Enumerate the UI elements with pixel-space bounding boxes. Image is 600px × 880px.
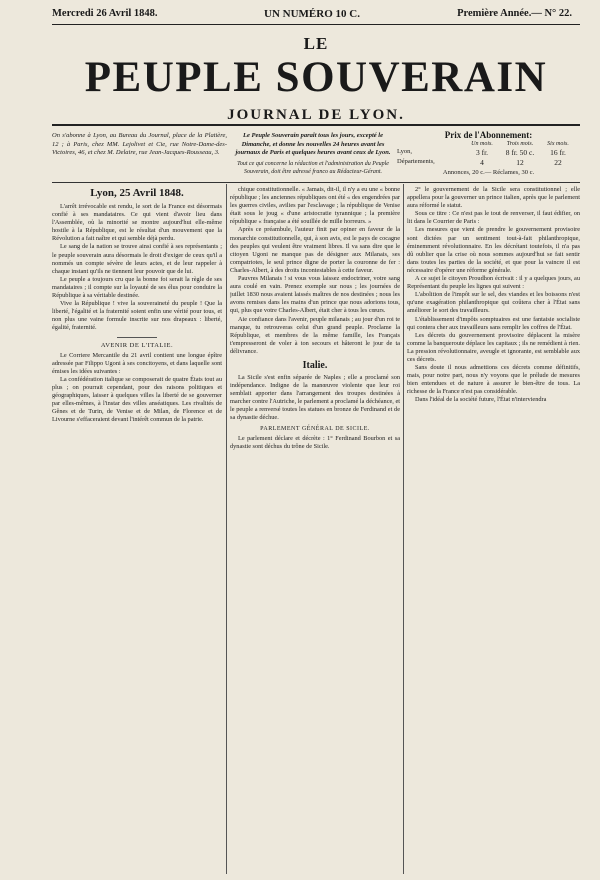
article-paragraph: Le sang de la nation se trouve ainsi confié à ses représentants ; le peuple souverain aura désormais le droit d'exiger de ceux qu'il a nommés un compte sévère de leurs actes, et de leur rappeler à chaque instant qu'ils ne tiennent leur pouvoir que de lui. — [52, 243, 222, 275]
article-paragraph: Pauvres Milanais ! si vous vous laissez endoctriner, votre sang aura coulé en vain. Prenez exemple sur nous ; les journées de juillet 1830 nous avaient laissés maîtres de nos destinées ; nous les avons remises dans les mains d'un prince que nous adorions tous, qui, plus que votre Charles-Albert, était cher à tous les cœurs. — [230, 275, 400, 315]
section-heading-parlement: PARLEMENT GÉNÉRAL DE SICILE. — [260, 425, 370, 432]
article-paragraph: La confédération italique se composerait de quatre États tout au plus ; on pourrait cependant, pour des raisons politiques et géographiques, laisser à quelques villes la liberté de se gouverner par elles-mêmes, à l'instar des villes anséatiques. Les rivalités de Gênes et de Turin, de Venise et de Milan, de Florence et de Livourne s'effaceraient devant l'intérêt commun de la patrie. — [52, 375, 222, 424]
article-paragraph: La Sicile s'est enfin séparée de Naples ; elle a proclamé son indépendance. Indigne de la manœuvre violente que leur roi semblait apporter dans l'arrangement des troupes destinées à marcher contre l'Autriche, le parlement a proclamé la déchéance, et le peuple a renversé toutes les statues en bronze de Ferdinand et de sa dynastie déchue. — [230, 373, 400, 422]
price-header: Six mois. — [547, 141, 569, 147]
advertising-rates: Annonces, 20 c.— Réclames, 30 c. — [442, 169, 535, 176]
subscription-info: On s'abonne à Lyon, au Bureau du Journal, place de la Platière, 12 ; à Paris, chez MM. Lejolivet et Cie, rue Notre-Dame-des-Victoires, 46, et chez M. Delaire, rue Jean-Jacques-Rousseau, 3. — [52, 132, 227, 156]
article-paragraph: L'arrêt irrévocable est rendu, le sort de la France est désormais confié à ses mandataires. Ce qui vient d'avoir lieu dans l'Assemblée, où la minorité se montre aujourd'hui elle-même hostile à la République, est le résultat d'un mouvement que la Révolution a fait naître et qui semble déjà perdu. — [52, 203, 222, 243]
price-row-label: Départements, — [397, 158, 435, 165]
article-paragraph: Sous ce titre : Ce n'est pas le tout de renverser, il faut édifier, on lit dans le Courrier de Paris : — [407, 210, 580, 226]
column-divider — [403, 184, 404, 874]
article-paragraph: Vive la République ! vive la souveraineté du peuple ! Que la liberté, l'égalité et la fraternité soient enfin une vérité pour tous, et non plus une vaine formule inscrite sur nos drapeaux : liberté, égalité, fraternité. — [52, 300, 222, 332]
price-header: Trois mois. — [506, 141, 534, 147]
price-header: Un mois. — [471, 141, 493, 147]
price-value: 12 — [516, 158, 524, 167]
article-paragraph: Le peuple a toujours cru que la bonne foi serait la règle de ses mandataires ; il compte sur la loyauté de ses élus pour conduire la République à sa véritable destinée. — [52, 275, 222, 300]
article-paragraph: chique constitutionnelle. « Jamais, dit-il, il n'y a eu une « bonne république ; les anciennes républiques ont été « des engendrées par les guerres civiles, avilies par l'esclavage ; la république de Venise était sous le joug « d'une aristocratie tyrannique ; la première république « française a été souillée de mille horreurs. » — [230, 186, 400, 226]
publication-notice-small: Tout ce qui concerne la rédaction et l'administration du Peuple Souverain, doit être adressé franco au Rédacteur-Gérant. — [237, 160, 389, 175]
article-paragraph: Les décrets du gouvernement provisoire déplacent la misère comme la banqueroute déplace les capitaux ; ils ne remédient à rien. La pression révolutionnaire, aveugle et ignorante, est semblable aux ces décrets. — [407, 331, 580, 363]
price-value: 22 — [554, 158, 562, 167]
issue-line — [52, 6, 572, 22]
article-paragraph: L'abolition de l'impôt sur le sel, des viandes et les boissons n'est qu'une exagération philanthropique qui coûtera cher à l'État sans améliorer le sort des travailleurs. — [407, 291, 580, 315]
price-value: 4 — [480, 158, 484, 167]
top-rule — [52, 24, 580, 25]
price-table — [397, 130, 580, 176]
column-divider — [226, 184, 227, 874]
price-row-label: Lyon, — [397, 148, 412, 155]
article-paragraph: Aie confiance dans l'avenir, peuple milanais ; au jour d'un roi te manque, tu retrouveras celui d'un grand peuple. Proclame la République, et membres de la même famille, les Français t'empresseront de voler à ton secours et hâteront le jour de ta délivrance. — [230, 315, 400, 355]
issue-price: UN NUMÉRO 10 C. — [264, 8, 360, 20]
masthead-rule — [52, 124, 580, 126]
price-value: 3 fr. — [475, 148, 489, 157]
publication-notice — [234, 132, 392, 176]
masthead-title: PEUPLE SOUVERAIN — [84, 54, 548, 101]
issue-date: Mercredi 26 Avril 1848. — [52, 8, 158, 19]
article-paragraph: Sans doute il nous admettions ces décrets comme définitifs, mais, pour notre part, nous n'y voyons que le prélude de mesures bien entendues et de nature à assurer le bien-être de tous. La richesse de la France n'est pas considérable. — [407, 364, 580, 396]
article-title-lyon: Lyon, 25 Avril 1848. — [90, 187, 184, 199]
price-title: Prix de l'Abonnement: — [444, 130, 533, 140]
article-paragraph: A ce sujet le citoyen Proudhon écrivait : il y a quelques jours, au Représentant du peuple les lignes qui suivent : — [407, 275, 580, 291]
price-header-row — [397, 141, 580, 147]
masthead — [52, 34, 580, 124]
body-rule — [52, 182, 580, 183]
column-1 — [52, 186, 222, 876]
article-paragraph: Le parlement déclare et décrète : 1° Ferdinand Bourbon et sa dynastie sont déchus du trône de Sicile. — [230, 434, 400, 450]
article-paragraph: L'établissement d'impôts somptuaires est une fantaisie socialiste qui contera cher aux travailleurs sans remplir les coffres de l'État. — [407, 315, 580, 331]
section-heading-italie: AVENIR DE L'ITALIE. — [100, 341, 174, 349]
article-title-italie: Italie. — [302, 359, 328, 371]
column-3 — [407, 186, 580, 876]
section-divider — [117, 337, 157, 338]
price-row-lyon — [397, 148, 580, 157]
price-value: 16 fr. — [550, 148, 566, 157]
price-row-departements — [397, 158, 580, 167]
article-paragraph: Après ce préambule, l'auteur finit par opiner en faveur de la monarchie constitutionnelle, qui, à son avis, est le pays de cocagne des peuples qui veulent être vraiment libres. Il va sans dire que le citoyen Ugoni ne manque pas de désigner aux Milanais, ses compatriotes, le seul prince digne de porter la couronne de fer : Charles-Albert, à des droits incontestables à cette faveur. — [230, 226, 400, 274]
article-paragraph: Le Corriere Mercantile du 21 avril contient une longue épître adressée par Filippo Ugoni à ses concitoyens, et dans laquelle sont émises les idées suivantes : — [52, 351, 222, 375]
price-value: 8 fr. 50 c. — [505, 148, 535, 157]
article-paragraph: Les mesures que vient de prendre le gouvernement provisoire sont dictées par un sentiment tout-à-fait philanthropique, éminemment révolutionnaire. En les décrétant toutefois, il n'a pas dû oublier que la crise où nous sommes aujourd'hui se fait sentir dans toutes les parties de la société, et que pour la vaincre il est nécessaire d'opérer une réforme générale. — [407, 226, 580, 274]
column-2 — [230, 186, 400, 876]
masthead-article: LE — [303, 34, 329, 53]
article-paragraph: 2° le gouvernement de la Sicile sera constitutionnel ; elle appellera pour la gouverner un prince italien, après que le parlement aura réformé le statut. — [407, 186, 580, 210]
masthead-subtitle: JOURNAL DE LYON. — [227, 107, 405, 123]
issue-number: Première Année.— N° 22. — [457, 8, 572, 19]
article-paragraph: Dans l'idéal de la société future, l'État n'interviendra — [415, 396, 547, 404]
publication-notice-main: Le Peuple Souverain paraît tous les jours, excepté le Dimanche, et donne les nouvelles 24 heures avant les journaux de Paris et quelques heures avant ceux de Lyon. — [235, 132, 391, 156]
